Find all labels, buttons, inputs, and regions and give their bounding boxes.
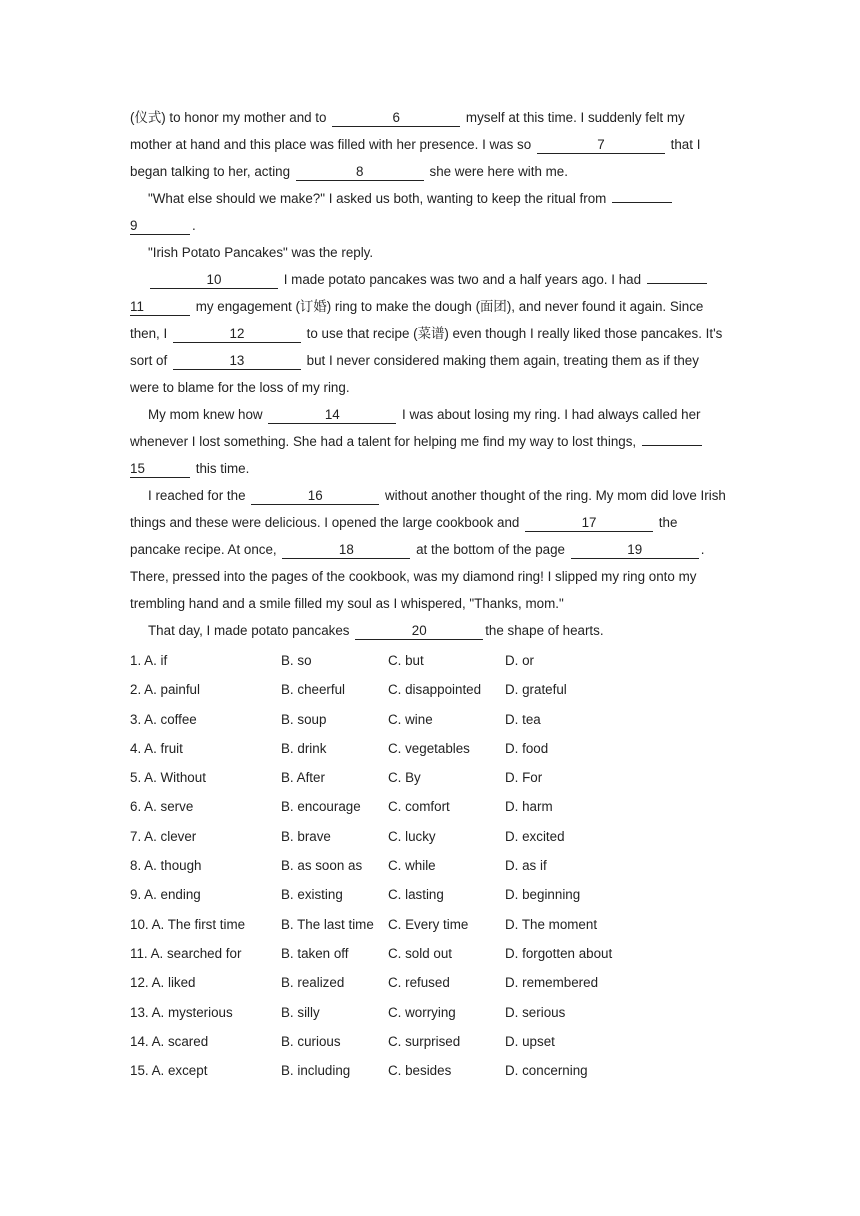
option-b: B. encourage	[281, 799, 361, 815]
text: the pancake recipe. At once,	[130, 515, 678, 557]
option-d: D. beginning	[505, 887, 581, 903]
paragraph-4	[130, 266, 730, 401]
text: at the bottom of the page	[412, 542, 569, 557]
text: I was about losing my ring. I had always called her whenever I lost something. She had a talent for helping me find my way to lost things,	[130, 407, 701, 449]
option-b: B. realized	[281, 975, 345, 991]
option-c: C. Every time	[388, 916, 469, 932]
paragraph-5	[130, 401, 730, 482]
blank-11: 11	[130, 298, 190, 316]
option-c: C. besides	[388, 1063, 452, 1079]
blank-18: 18	[282, 541, 410, 559]
paragraph-6	[130, 482, 730, 617]
option-d: D. food	[505, 740, 549, 756]
option-a: 8. A. though	[130, 858, 202, 874]
option-row	[130, 880, 730, 909]
option-b: B. including	[281, 1063, 351, 1079]
text: I reached for the	[148, 488, 250, 503]
paragraph-2	[130, 185, 730, 239]
option-c: C. lucky	[388, 828, 436, 844]
option-c: C. sold out	[388, 945, 453, 961]
option-b: B. as soon as	[281, 858, 363, 874]
blank-17: 17	[525, 514, 653, 532]
answer-options	[130, 646, 730, 1085]
text: That day, I made potato pancakes	[148, 623, 354, 638]
text: (仪式) to honor my mother and to	[130, 110, 331, 125]
option-d: D. excited	[505, 828, 565, 844]
blank-11-line-a	[647, 283, 707, 284]
text: this time.	[192, 461, 250, 476]
option-b: B. The last time	[281, 916, 374, 932]
text: "Irish Potato Pancakes" was the reply.	[148, 245, 374, 260]
text: but I never considered making them again, treating them as if they were to blame for the loss of my ring.	[130, 353, 699, 395]
option-d: D. grateful	[505, 682, 567, 698]
cloze-passage	[130, 104, 730, 644]
text: My mom knew how	[148, 407, 267, 422]
option-row	[130, 998, 730, 1027]
blank-9-line-a	[612, 202, 672, 203]
blank-10: 10	[150, 271, 278, 289]
text: without another thought of the ring. My mom did love Irish things and these were delicious. I opened the large cookbook and	[130, 488, 726, 530]
text: to use that recipe (菜谱) even though I really liked those pancakes. It's sort of	[130, 326, 723, 368]
option-b: B. soup	[281, 711, 327, 727]
text: .	[192, 218, 196, 233]
option-row	[130, 1056, 730, 1085]
option-row	[130, 968, 730, 997]
option-c: C. but	[388, 653, 424, 668]
paragraph-1	[130, 104, 730, 185]
option-c: C. vegetables	[388, 740, 470, 756]
text: my engagement (订婚) ring to make the dough (面团), and never found it again. Since then, I	[130, 299, 704, 341]
option-b: B. cheerful	[281, 682, 346, 698]
option-b: B. brave	[281, 828, 331, 844]
option-d: D. as if	[505, 858, 547, 874]
option-b: B. drink	[281, 740, 327, 756]
blank-16: 16	[251, 487, 379, 505]
option-row	[130, 1027, 730, 1056]
paragraph-3	[130, 239, 730, 266]
text: myself at this time. I suddenly felt my mother at hand and this place was filled with her presence. I was so	[130, 110, 685, 152]
option-c: C. wine	[388, 711, 433, 727]
text: that I began talking to her, acting	[130, 137, 701, 179]
option-d: D. harm	[505, 799, 553, 815]
option-b: B. curious	[281, 1033, 341, 1049]
option-b: B. taken off	[281, 945, 349, 961]
option-c: C. disappointed	[388, 682, 482, 698]
option-c: C. By	[388, 770, 421, 786]
option-a: 11. A. searched for	[130, 945, 242, 961]
option-a: 14. A. scared	[130, 1033, 209, 1049]
option-b: B. After	[281, 770, 325, 786]
text: I made potato pancakes was two and a half years ago. I had	[280, 272, 645, 287]
blank-19: 19	[571, 541, 699, 559]
option-row	[130, 851, 730, 880]
blank-20: 20	[355, 622, 483, 640]
option-a: 1. A. if	[130, 653, 168, 668]
option-c: C. worrying	[388, 1004, 456, 1020]
option-d: D. The moment	[505, 916, 598, 932]
option-c: C. while	[388, 858, 436, 874]
option-a: 6. A. serve	[130, 799, 194, 815]
option-row	[130, 939, 730, 968]
blank-9: 9	[130, 217, 190, 235]
blank-7: 7	[537, 136, 665, 154]
option-d: D. remembered	[505, 975, 599, 991]
blank-13: 13	[173, 352, 301, 370]
blank-15-line-a	[642, 445, 702, 446]
option-a: 4. A. fruit	[130, 740, 183, 756]
option-row	[130, 646, 730, 675]
option-a: 3. A. coffee	[130, 711, 197, 727]
option-b: B. silly	[281, 1004, 320, 1020]
option-row	[130, 910, 730, 939]
blank-12: 12	[173, 325, 301, 343]
option-a: 13. A. mysterious	[130, 1004, 233, 1020]
option-row	[130, 705, 730, 734]
option-c: C. refused	[388, 975, 450, 991]
blank-8: 8	[296, 163, 424, 181]
option-d: D. tea	[505, 711, 541, 727]
option-a: 12. A. liked	[130, 975, 196, 991]
blank-6: 6	[332, 109, 460, 127]
option-a: 10. A. The first time	[130, 916, 246, 932]
option-d: D. upset	[505, 1033, 555, 1049]
option-d: D. serious	[505, 1004, 566, 1020]
text: "What else should we make?" I asked us both, wanting to keep the ritual from	[148, 191, 611, 206]
option-c: C. lasting	[388, 887, 444, 903]
option-row	[130, 734, 730, 763]
paragraph-7	[130, 617, 730, 644]
text: . There, pressed into the pages of the cookbook, was my diamond ring! I slipped my ring onto my trembling hand and a smile filled my soul as I whispered, "Thanks, mom."	[130, 542, 705, 611]
option-a: 9. A. ending	[130, 887, 201, 903]
option-row	[130, 763, 730, 792]
option-a: 7. A. clever	[130, 828, 197, 844]
option-a: 15. A. except	[130, 1063, 208, 1079]
option-row	[130, 675, 730, 704]
text: the shape of hearts.	[485, 623, 604, 638]
option-d: D. or	[505, 653, 535, 668]
blank-14: 14	[268, 406, 396, 424]
option-d: D. forgotten about	[505, 945, 613, 961]
option-a: 5. A. Without	[130, 770, 206, 786]
option-row	[130, 822, 730, 851]
blank-15: 15	[130, 460, 190, 478]
option-c: C. comfort	[388, 799, 450, 815]
option-c: C. surprised	[388, 1033, 461, 1049]
option-d: D. For	[505, 770, 543, 786]
option-a: 2. A. painful	[130, 682, 200, 698]
option-b: B. so	[281, 653, 312, 668]
option-b: B. existing	[281, 887, 343, 903]
text: she were here with me.	[425, 164, 568, 179]
option-d: D. concerning	[505, 1063, 588, 1079]
option-row	[130, 792, 730, 821]
